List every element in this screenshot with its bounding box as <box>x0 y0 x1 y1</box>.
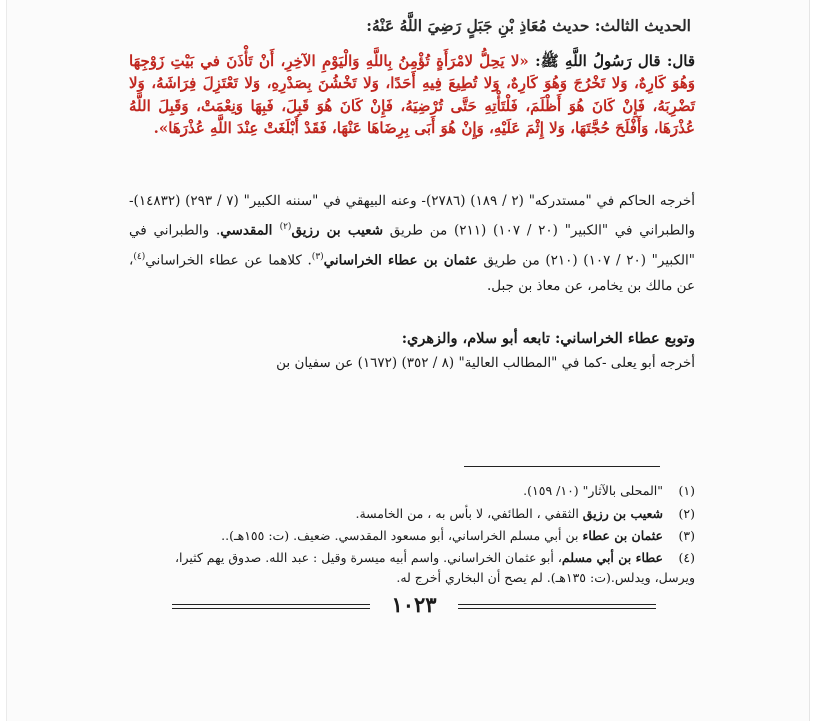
hadith-text <box>129 50 695 140</box>
section-heading: الحديث الثالث: حديث مُعَاذِ بْنِ جَبَلٍ رَضِيَ اللَّهُ عَنْهُ: <box>366 16 691 35</box>
footnote-text: الثقفي ، الطائفي، لا بأس به ، من الخامسة. <box>355 506 583 521</box>
takhrij-part-d: . والطبراني في "الكبير" (٢٠ / ١٠٧) (٢١٠) من طريق <box>129 222 695 268</box>
footnote-3 <box>129 525 695 547</box>
footnote-bold: عطاء بن أبي مسلم <box>561 550 663 565</box>
footer-rule-right-top <box>458 604 656 605</box>
footer-rule-left-top <box>172 604 370 605</box>
takhrij-part-g: ، عن مالك بن يخامر، عن معاذ بن جبل. <box>129 252 695 294</box>
footnote-number: (٤) <box>678 550 695 565</box>
footnote-number: (٣) <box>678 528 695 543</box>
footer-rule-right-bottom <box>458 608 656 609</box>
footnote-4 <box>129 547 695 569</box>
hadith-prefix: قال: قال رَسُولُ اللَّهِ ﷺ: <box>528 52 696 70</box>
footer-rule-left-bottom <box>172 608 370 609</box>
footnote-2 <box>129 503 695 525</box>
footnote-ref-4: (٤) <box>133 251 146 262</box>
footnote-ref-2: (٢) <box>279 222 292 232</box>
takhrij-part-a: أخرجه الحاكم في "مستدركه" (٢ / ١٨٩) (٢٧٨٦)- وعنه البيهقي في "سننه الكبير" (٧ / ٢٩٣) (١٤٨٣٢)- والطبراني في "الكبير" (٢٠ / ١٠٧) (٢١١) من طريق <box>129 193 695 239</box>
narrator-shuayb-nisba: المقدسي <box>220 222 280 239</box>
page-number: ١٠٢٣ <box>391 592 437 617</box>
subsection-heading: وتوبع عطاء الخراساني: تابعه أبو سلام، والزهري: <box>401 330 695 347</box>
hadith-quote: «لا يَحِلُّ لامْرَأَةٍ تُؤْمِنُ بِاللَّهِ وَالْيَوْمِ الآخِرِ، أَنْ تَأْذَنَ في بَيْتِ زَوْجِهَا وَهُوَ كَارِهٌ، وَلا تَخْرُجَ وَهُوَ كَارِهٌ، وَلا تُطِيعَ فِيهِ أَحَدًا، وَلا تَخْشُنَ بِصَدْرِهِ، وَلا تَعْتَزِلَ فِرَاشَهُ، وَلا تَضْرِبَهُ، فَإِنْ كَانَ هُوَ أَظْلَمَ، فَلْتَأْتِهِ حَتَّى تُرْضِيَهُ، فَإِنْ كَانَ هُوَ قَبِلَ، فَبِهَا وَنِعْمَتْ، وَقَبِلَ اللَّهُ عُذْرَهَا، وَأَفْلَحَ حُجَّتَهَا، وَلا إِثْمَ عَلَيْهِ، وَإِنْ هُوَ أَبَى بِرِضَاهَا عَنْهَا، فَقَدْ أَبْلَغَتْ عِنْدَ اللَّهِ عُذْرَهَا». <box>129 52 695 138</box>
narrator-shuayb: شعيب بن رزيق <box>291 222 384 239</box>
narrator-uthman: عثمان بن عطاء الخراساني <box>323 252 478 268</box>
takhrij-paragraph <box>129 188 695 299</box>
footnote-1 <box>129 480 695 502</box>
subsection-text: أخرجه أبو يعلى -كما في "المطالب العالية" (٨ / ٣٥٢) (١٦٧٢) عن سفيان بن <box>276 355 695 371</box>
takhrij-part-f: . كلاهما عن عطاء الخراساني <box>145 252 312 268</box>
footnote-text: بن أبي مسلم الخراساني، أبو مسعود المقدسي. ضعيف. (ت: ١٥٥هـ).. <box>221 528 583 543</box>
footnote-4-continuation: ويرسل، ويدلس.(ت: ١٣٥هـ). لم يصح أن البخاري أخرج له. <box>396 570 695 585</box>
footnote-number: (١) <box>678 483 695 498</box>
footnote-bold: عثمان بن عطاء <box>582 528 663 543</box>
footnote-number: (٢) <box>678 506 695 521</box>
footnote-ref-3: (٣) <box>311 251 324 262</box>
footnote-text: ، أبو عثمان الخراساني. واسم أبيه ميسرة وقيل : عبد الله. صدوق يهم كثيرا، <box>174 550 562 565</box>
footnote-separator <box>464 466 660 467</box>
footnote-bold: شعيب بن رزيق <box>582 506 663 521</box>
footnote-text: "المحلى بالآثار" (١٠/ ١٥٩). <box>523 483 663 498</box>
